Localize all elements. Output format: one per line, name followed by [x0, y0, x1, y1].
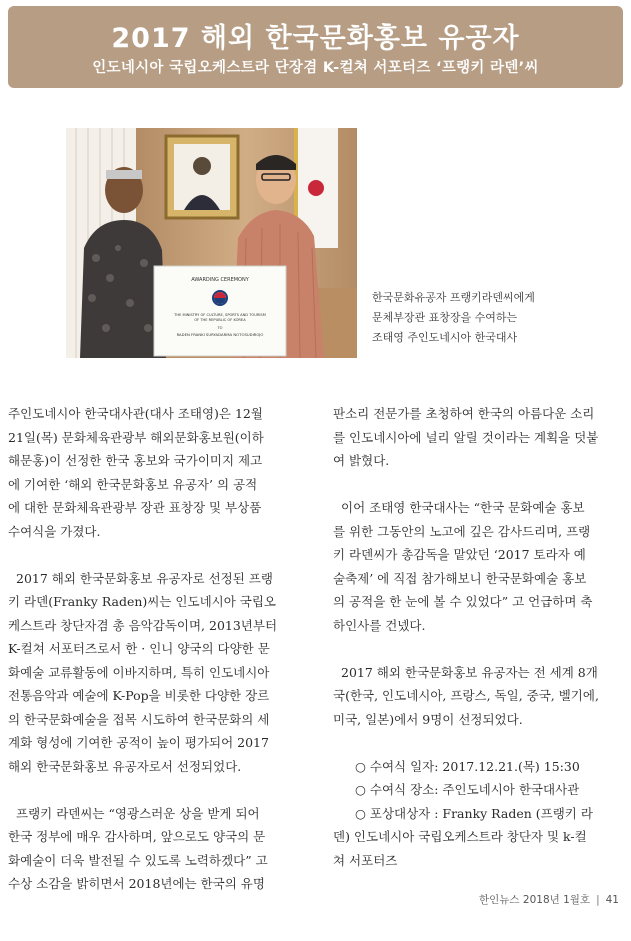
award-date-item: ○ 수여식 일자: 2017.12.21.(목) 15:30	[355, 758, 580, 774]
caption-line: 한국문화유공자 프랭키라덴씨에게	[372, 291, 535, 304]
certificate-org-line1: THE MINISTRY OF CULTURE, SPORTS AND TOURISM	[174, 313, 266, 317]
article-left-column	[8, 402, 308, 896]
certificate-recipient: RADEN FRANKI SURYADARMA NOTOSUDIROJO	[176, 332, 264, 337]
caption-line: 조태영 주인도네시아 한국대사	[372, 331, 518, 344]
photo-caption	[372, 288, 622, 348]
header-banner	[8, 6, 623, 88]
page-footer	[479, 892, 619, 907]
article-paragraph: 2017 해외 한국문화홍보 유공자로 선정된 프랭 키 라덴(Franky Raden)씨는 인도네시아 국립오 케스트라 창단자겸 총 음악감독이며, 2013년부터 K-컬쳐 서포터즈로서 한 · 인니 양국의 다양한 문 화예술 교류활동에 이바지하며, 특히 인도네시아 전통음악과 예술에 K-Pop을 비롯한 다양한 장르 의 한국문화예술을 접목 시도하여 한국문화의 세 계화 형성에 기여한 공적이 높이 평가되어 2017 해외 한국문화홍보 유공자로서 선정되었다.	[8, 570, 278, 774]
certificate-to: TO	[217, 326, 223, 330]
article-paragraph: 2017 해외 한국문화홍보 유공자는 전 세계 8개 국(한국, 인도네시아, 프랑스, 독일, 중국, 벨기에, 미국, 일본)에서 9명이 선정되었다.	[333, 664, 599, 727]
article-paragraph: 판소리 전문가를 초청하여 한국의 아름다운 소리 를 인도네시아에 널리 알릴 것이라는 계획을 덧붙 여 밝혔다.	[333, 406, 599, 468]
article-paragraph: 주인도네시아 한국대사관(대사 조태영)은 12월 21일(목) 문화체육관광부 해외문화홍보원(이하 해문홍)이 선정한 한국 홍보와 국가이미지 제고 에 기여한 ‘해외 한국문화홍보 유공자’ 의 공적 에 대한 문화체육관광부 장관 표창장 및 부상품 수여식을 가졌다.	[8, 406, 264, 539]
certificate-org-line2: OF THE REPUBLIC OF KOREA	[194, 318, 246, 322]
award-recipient-item: ○ 포상대상자 : Franky Raden (프랭키 라 덴) 인도네시아 국립오케스트라 창단자 및 k-컬 쳐 서포터즈	[333, 805, 593, 868]
award-venue-item: ○ 수여식 장소: 주인도네시아 한국대사관	[355, 782, 580, 797]
caption-line: 문체부장관 표창장을 수여하는	[372, 311, 518, 324]
page-subtitle: 인도네시아 국립오케스트라 단장겸 K-컬쳐 서포터즈 ‘프랭키 라덴’씨	[92, 60, 539, 76]
ceremony-photo	[66, 128, 357, 358]
article-paragraph: 프랭키 라덴씨는 “영광스러운 상을 받게 되어 한국 정부에 매우 감사하며, 앞으로도 양국의 문 화예술이 더욱 발전될 수 있도록 노력하겠다” 고 수상 소감을 밝히면서 2018년에는 한국의 유명	[8, 805, 268, 891]
page-title: 2017 해외 한국문화홍보 유공자	[111, 23, 520, 54]
publication-name: 한인뉴스 2018년 1월호	[479, 894, 591, 906]
certificate-heading: AWARDING CEREMONY	[191, 277, 249, 283]
page-number: 41	[605, 894, 619, 906]
article-paragraph: 이어 조태영 한국대사는 “한국 문화예술 홍보 를 위한 그동안의 노고에 깊은 감사드리며, 프랭 키 라덴씨가 총감독을 맡았던 ‘2017 토라자 예 술축제’ 에 직접 참가해보니 한국문화예술 홍보 의 공적을 한 눈에 볼 수 있었다” 고 언급하며 축 하인사를 건넸다.	[333, 500, 593, 633]
article-right-column	[333, 402, 631, 872]
footer-separator: |	[596, 894, 600, 906]
